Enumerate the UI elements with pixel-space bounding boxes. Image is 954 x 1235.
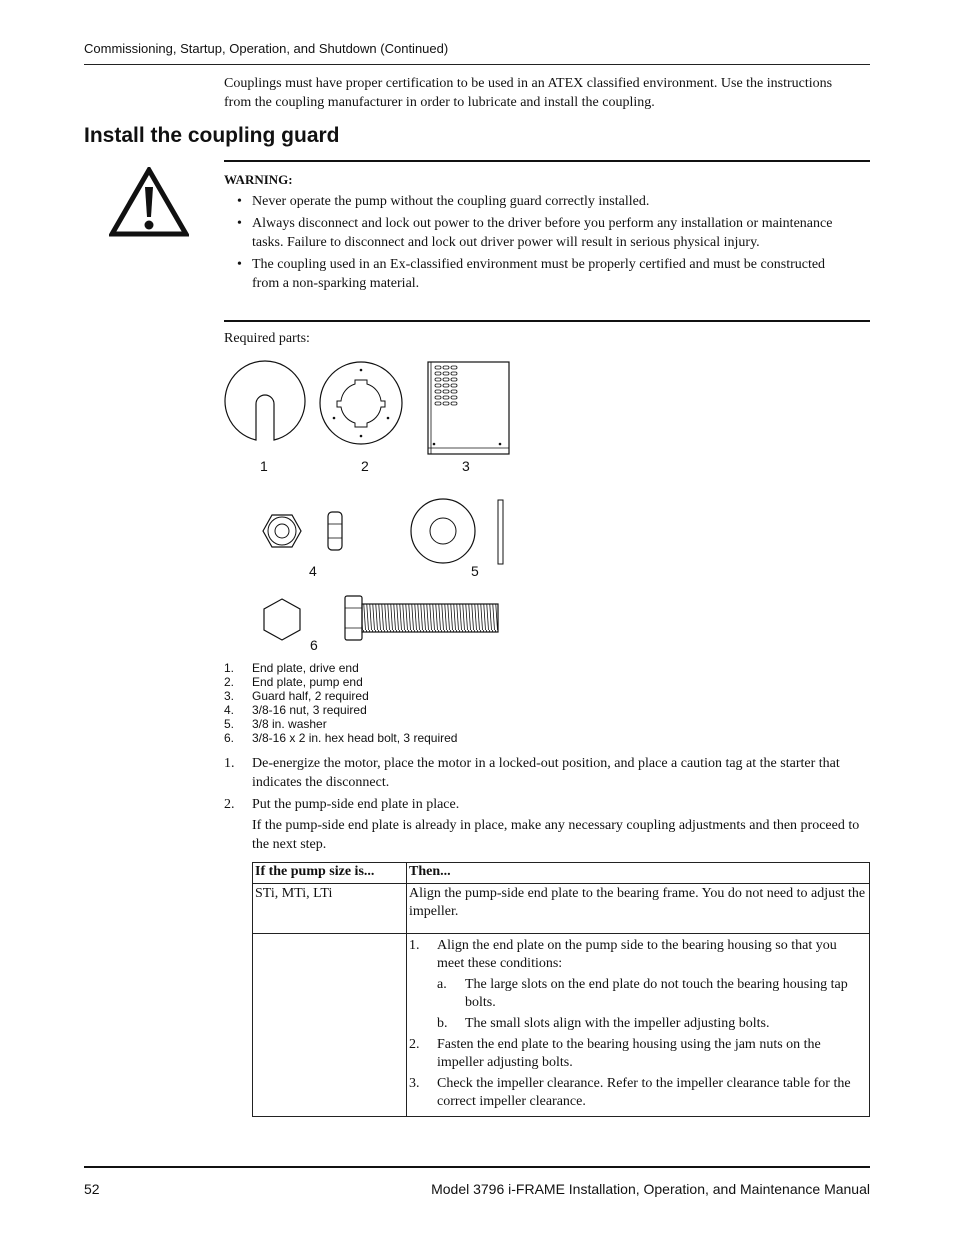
part-callout-5: 5 <box>471 563 479 579</box>
warning-item: • Always disconnect and lock out power to the driver before you perform any installation or maintenance tasks. Failure to disconnect and lock out driver power will result in serious physical injury. <box>237 216 833 250</box>
step2-note: If the pump-side end plate is already in place, make any necessary coupling adjustments and then proceed to the next step. <box>252 818 860 852</box>
manual-title: Model 3796 i-FRAME Installation, Operation, and Maintenance Manual <box>431 1181 870 1197</box>
table-cell-size <box>253 934 407 1117</box>
alignment-condition: a. The large slots on the end plate do not touch the bearing housing tap bolts. <box>437 977 848 1010</box>
legend-item: 6. 3/8-16 x 2 in. hex head bolt, 3 required <box>224 731 458 745</box>
guard-half-drawing <box>428 362 509 454</box>
table-row <box>253 884 870 934</box>
end-plate-pump-end-drawing <box>320 362 402 444</box>
legend-item: 5. 3/8 in. washer <box>224 717 327 731</box>
warning-item: • Never operate the pump without the coupling guard correctly installed. <box>237 194 650 209</box>
end-plate-drive-end-drawing <box>225 361 305 440</box>
alignment-conditions <box>437 976 867 1033</box>
warning-list <box>224 192 844 296</box>
part-callout-6: 6 <box>310 637 318 653</box>
part-callout-3: 3 <box>462 458 470 474</box>
legend-item: 3. Guard half, 2 required <box>224 689 369 703</box>
header-divider <box>84 64 870 65</box>
part-callout-2: 2 <box>361 458 369 474</box>
washer-drawing <box>411 499 503 564</box>
table-cell-size: STi, MTi, LTi <box>253 884 407 934</box>
legend-item: 4. 3/8-16 nut, 3 required <box>224 703 367 717</box>
section-title: Install the coupling guard <box>84 124 340 147</box>
intro-paragraph: Couplings must have proper certification to be used in an ATEX classified environment. Use the instructions from the coupling manufacturer in order to lubricate and install the coupling. <box>224 76 833 110</box>
legend-item: 1. End plate, drive end <box>224 661 359 675</box>
table-cell-then <box>407 934 870 1117</box>
parts-label: Required parts: <box>224 331 310 346</box>
part-callout-4: 4 <box>309 563 317 579</box>
nut-drawing <box>263 512 342 550</box>
warning-bottom-rule <box>224 320 870 322</box>
warning-label: WARNING: <box>224 172 293 187</box>
procedure-step: 2. Put the pump-side end plate in place. <box>224 797 460 812</box>
table-row <box>253 934 870 1117</box>
pump-size-table <box>252 862 870 1117</box>
table-cell-then: Align the pump-side end plate to the bearing frame. You do not need to adjust the impeller. <box>407 884 870 934</box>
running-header: Commissioning, Startup, Operation, and Shutdown (Continued) <box>84 41 449 56</box>
procedure-steps <box>224 754 870 817</box>
warning-triangle-icon <box>109 167 189 237</box>
alignment-steps <box>409 937 867 1111</box>
page-number: 52 <box>84 1181 100 1197</box>
table-header-then: Then... <box>407 863 870 884</box>
legend-item: 2. End plate, pump end <box>224 675 363 689</box>
alignment-step: 3. Check the impeller clearance. Refer to the impeller clearance table for the correct impeller clearance. <box>409 1076 851 1109</box>
procedure-step: 1. De-energize the motor, place the motor in a locked-out position, and place a caution tag at the starter that indicates the disconnect. <box>224 756 840 790</box>
alignment-step: 2. Fasten the end plate to the bearing housing using the jam nuts on the impeller adjusting bolts. <box>409 1037 821 1070</box>
hex-bolt-drawing <box>264 596 498 640</box>
part-callout-1: 1 <box>260 458 268 474</box>
footer-divider <box>84 1166 870 1168</box>
warning-item: • The coupling used in an Ex-classified environment must be properly certified and must be constructed from a non-sparking material. <box>237 257 826 291</box>
alignment-condition: b. The small slots align with the impeller adjusting bolts. <box>437 1016 770 1031</box>
table-header-row <box>253 863 870 884</box>
alignment-step: 1. Align the end plate on the pump side to the bearing housing so that you meet these conditions: a. The large slots on the end plate do not touch the bearing housing tap bolts. b. The small slots align with the impeller adjusting bolts. <box>409 937 867 1033</box>
parts-legend <box>224 661 457 745</box>
warning-top-rule <box>224 160 870 162</box>
table-header-pump-size: If the pump size is... <box>253 863 407 884</box>
